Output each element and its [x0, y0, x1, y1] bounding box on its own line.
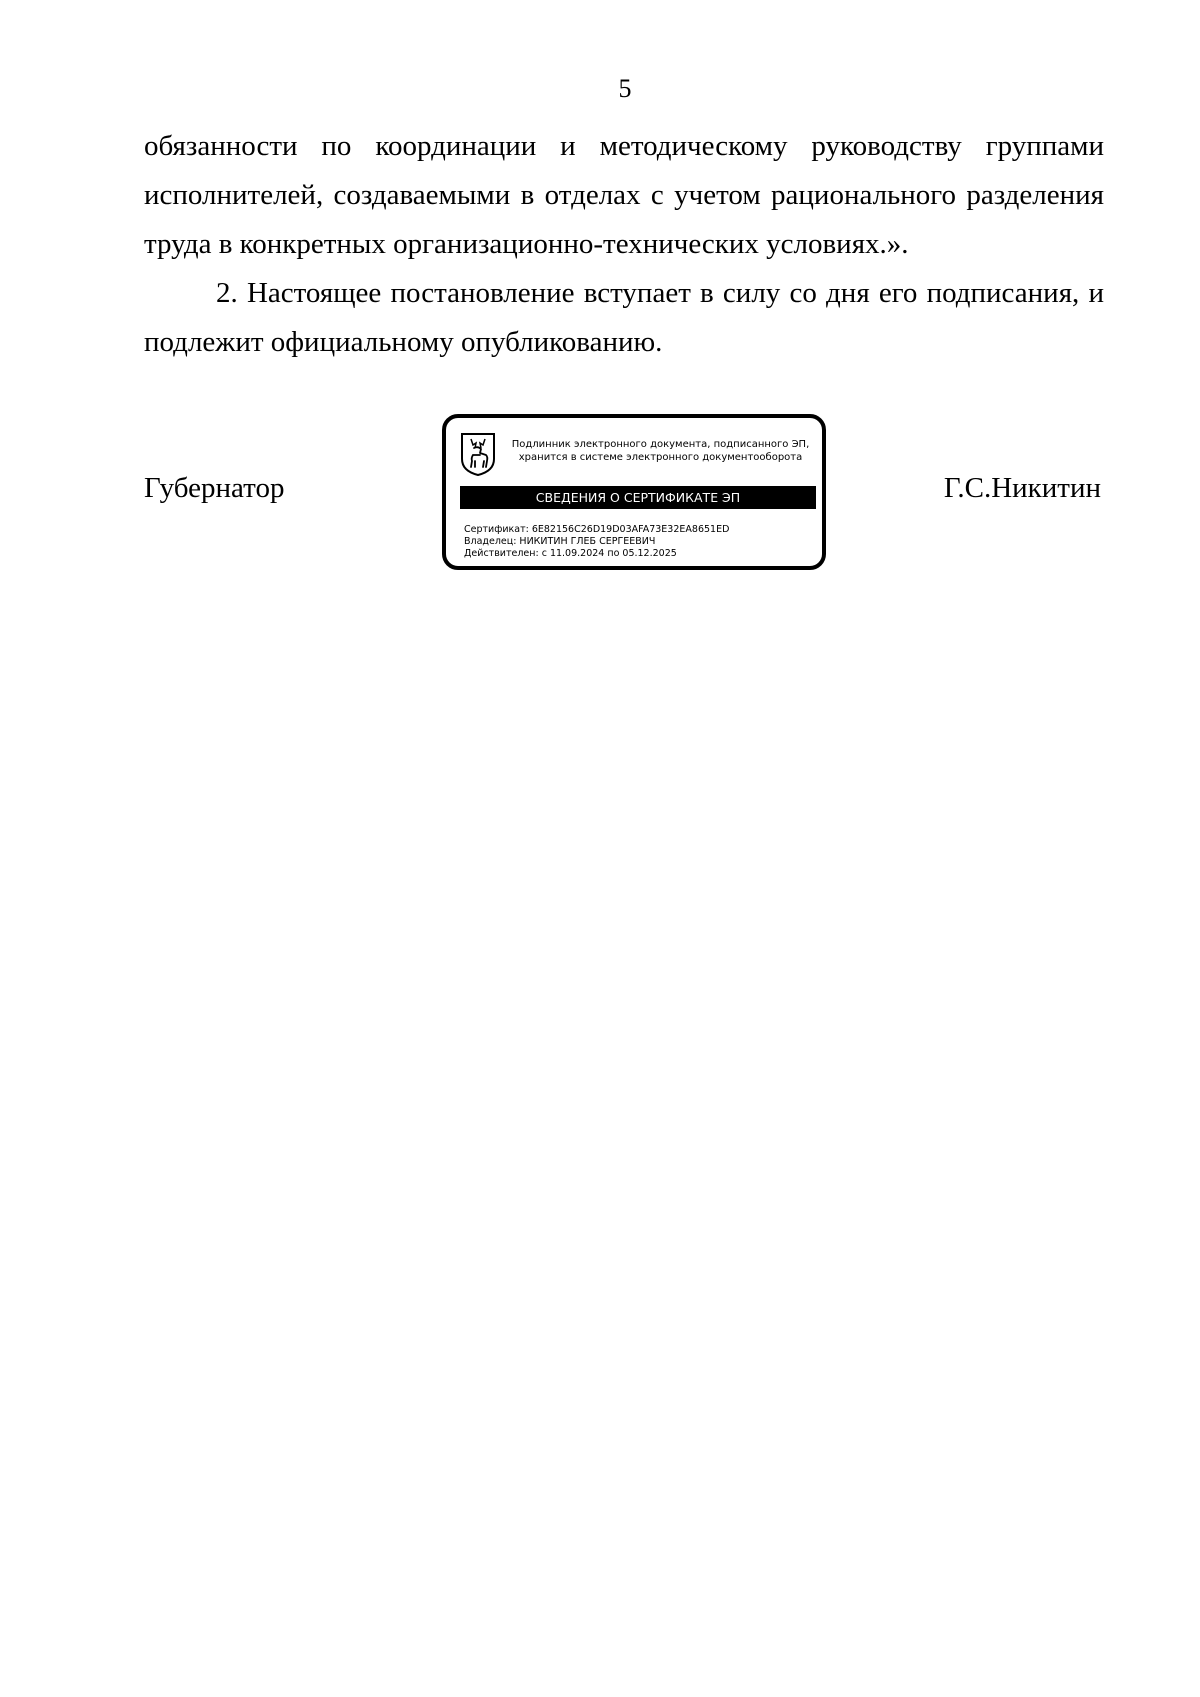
paragraph-continuation: обязанности по координации и методическому руководству группами исполнителей, создаваемыми в отделах с учетом рационального разделения труда в конкретных организационно-технических условиях.». [144, 130, 1104, 260]
certificate-number: Сертификат: 6E82156C26D19D03AFA73E32EA8651ED [464, 524, 730, 535]
certificate-validity: Действителен: с 11.09.2024 по 05.12.2025 [464, 548, 677, 559]
electronic-signature-stamp [442, 414, 826, 570]
signatory-name: Г.С.Никитин [943, 472, 1101, 504]
paragraph-item-2: 2. Настоящее постановление вступает в силу со дня его подписания, и подлежит официальному опубликованию. [144, 277, 1104, 358]
stamp-note-line-2: хранится в системе электронного документооборота [518, 452, 803, 463]
stamp-header: СВЕДЕНИЯ О СЕРТИФИКАТЕ ЭП [460, 486, 816, 509]
page-number: 5 [618, 74, 632, 103]
stamp-note [498, 438, 823, 464]
stamp-note-line-1: Подлинник электронного документа, подписанного ЭП, [511, 439, 810, 450]
stamp-details [464, 524, 729, 560]
certificate-owner: Владелец: НИКИТИН ГЛЕБ СЕРГЕЕВИЧ [464, 536, 656, 547]
deer-coat-of-arms-icon [459, 431, 497, 477]
signatory-position: Губернатор [144, 472, 285, 504]
